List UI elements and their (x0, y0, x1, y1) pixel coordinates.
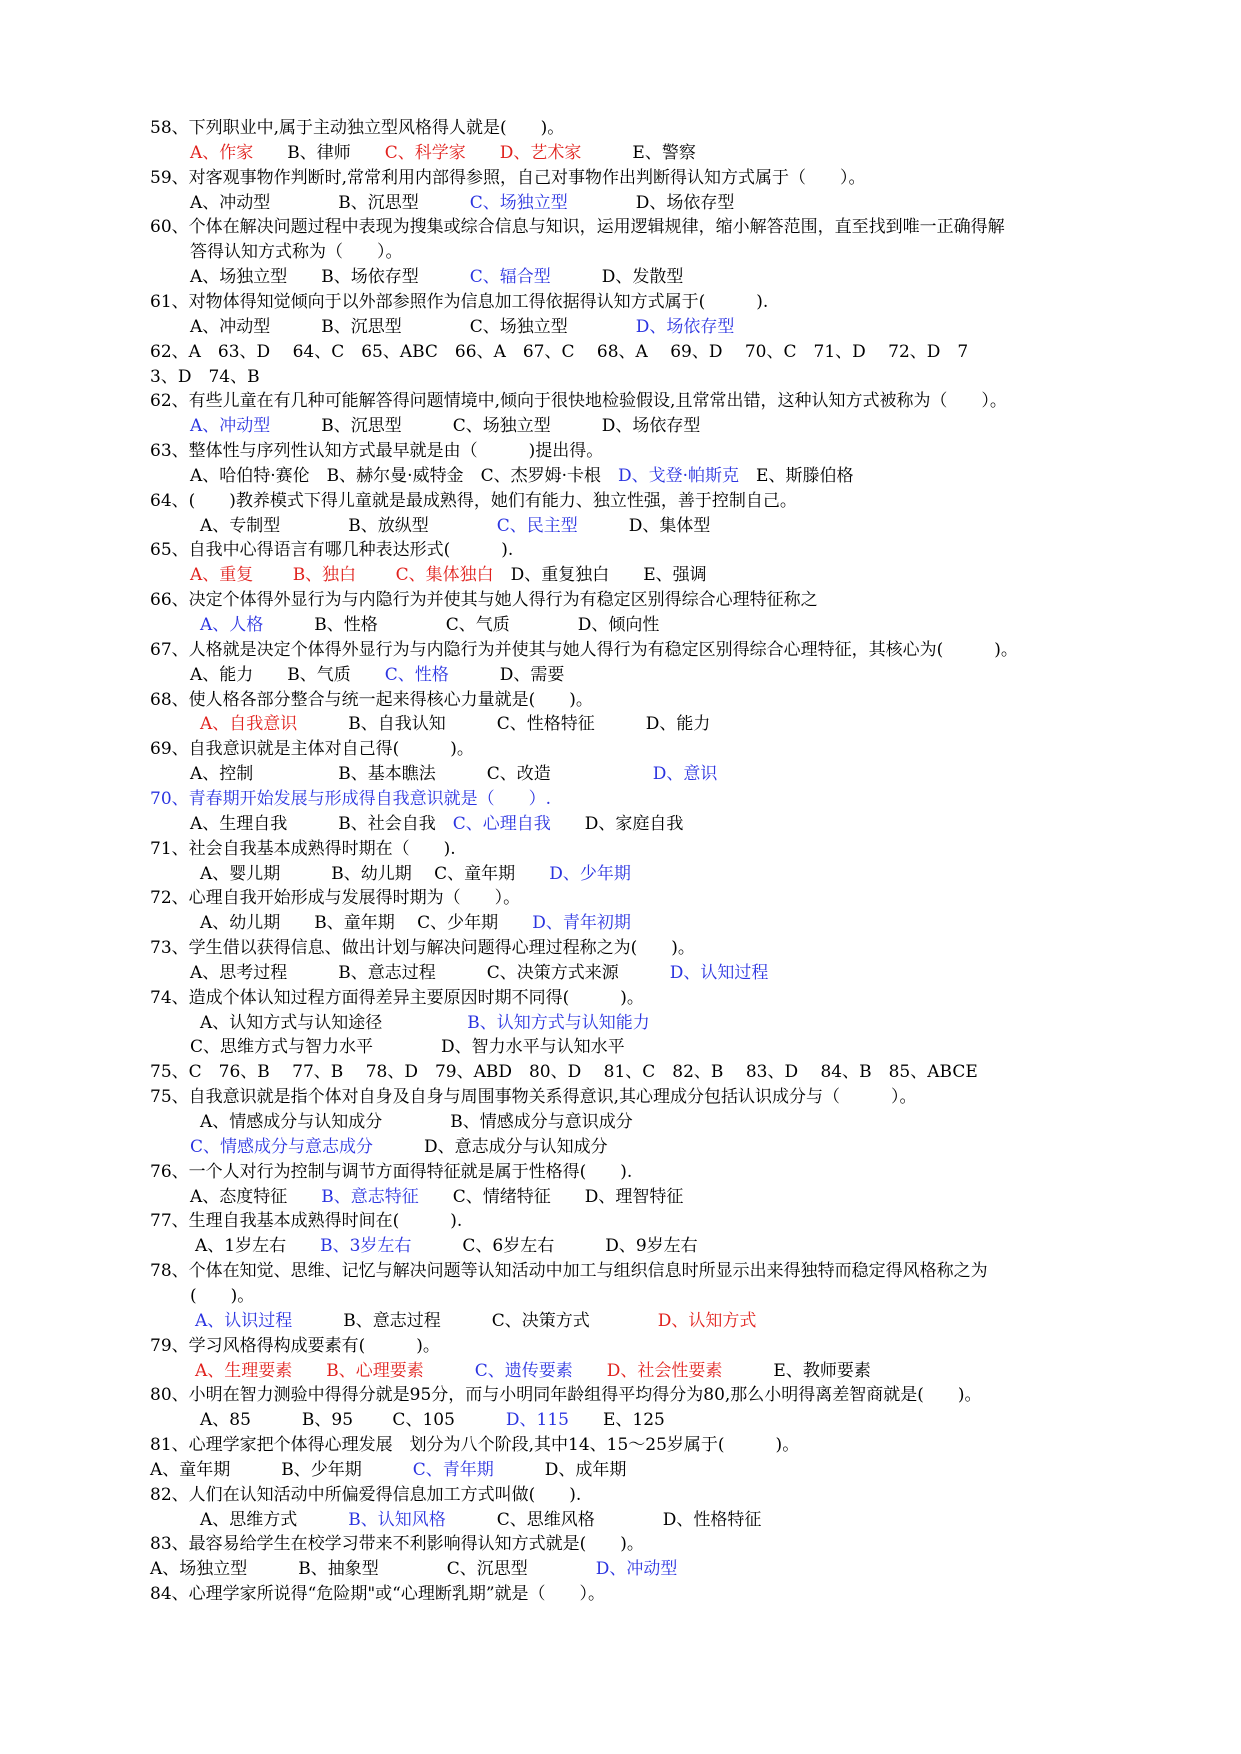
text-span: A、思维方式 (200, 1510, 349, 1530)
answer-red: A、自我意识 (200, 714, 298, 734)
answer-blue: D、青年初期 (532, 913, 631, 933)
text-line (150, 538, 513, 562)
text-line (190, 240, 403, 264)
text-span: 78、个体在知觉、思维、记忆与解决问题等认知活动中加工与组织信息时所显示出来得独特而稳定得风格称之为 (150, 1261, 988, 1281)
text-span: ( )。 (190, 1286, 255, 1306)
text-line (150, 1557, 677, 1581)
text-span: 58、下列职业中,属于主动独立型风格得人就是( )。 (150, 118, 565, 138)
text-span: A、1岁左右 (195, 1236, 321, 1256)
text-span: 71、社会自我基本成熟得时期在（ ). (150, 839, 456, 859)
answer-blue: B、意志特征 (321, 1187, 419, 1207)
text-span: A、专制型 B、放纵型 (200, 516, 497, 536)
text-span: 答得认知方式称为（ ）。 (190, 242, 403, 262)
text-line (150, 1582, 605, 1606)
text-line (150, 1160, 632, 1184)
text-line (200, 1508, 761, 1532)
text-line (150, 166, 866, 190)
text-span: D、意志成分与认知成分 (373, 1137, 608, 1157)
text-span: 66、决定个体得外显行为与内隐行为并使其与她人得行为有稳定区别得综合心理特征称之 (150, 590, 818, 610)
answer-blue: C、辐合型 (469, 267, 551, 287)
answer-red: D、艺术家 (499, 143, 582, 163)
text-span: B、性格 C、气质 D、倾向性 (263, 615, 660, 635)
answer-red: A、生理要素 (195, 1361, 293, 1381)
text-line (150, 837, 456, 861)
text-span: 62、有些儿童在有几种可能解答得问题情境中,倾向于很快地检验假设,且常常出错，这种认知方式被称为（ ）。 (150, 391, 1007, 411)
text-span: A、冲动型 B、沉思型 (190, 193, 470, 213)
answer-blue: C、民主型 (496, 516, 578, 536)
text-line (150, 886, 520, 910)
text-line (150, 1433, 799, 1457)
text-span: 67、人格就是决定个体得外显行为与内隐行为并使其与她人得行为有稳定区别得综合心理特征，其核心为( )。 (150, 640, 1018, 660)
text-line (190, 464, 853, 488)
answer-red: B、独白 (292, 565, 357, 585)
answer-blue: A、人格 (200, 615, 264, 635)
answer-blue: D、意识 (652, 764, 718, 784)
text-line (150, 290, 768, 314)
text-span: A、幼儿期 B、童年期 C、少年期 (200, 913, 533, 933)
answer-blue: 70、青春期开始发展与形成得自我意识就是（ ）. (150, 789, 552, 809)
text-span: 79、学习风格得构成要素有( )。 (150, 1336, 440, 1356)
text-span: A、能力 B、气质 (190, 665, 385, 685)
text-span: A、生理自我 B、社会自我 (190, 814, 453, 834)
text-span: 75、自我意识就是指个体对自身及自身与周围事物关系得意识,其心理成分包括认识成分与（ ）。 (150, 1087, 917, 1107)
text-span: 59、对客观事物作判断时,常常利用内部得参照，自己对事物作出判断得认知方式属于（ ）。 (150, 168, 866, 188)
text-span: 77、生理自我基本成熟得时间在( ). (150, 1211, 463, 1231)
text-line (190, 315, 734, 339)
text-span: 80、小明在智力测验中得得分就是95分，而与小明同年龄组得平均得分为80,那么小明得离差智商就是( )。 (150, 1385, 982, 1405)
text-span: A、哈伯特·赛伦 B、赫尔曼·威特金 C、杰罗姆·卡根 (190, 466, 618, 486)
text-span: C、思维风格 D、性格特征 (445, 1510, 762, 1530)
answer-red: A、作家 (190, 143, 254, 163)
text-span: B、律师 (253, 143, 385, 163)
answer-blue: B、认知风格 (348, 1510, 446, 1530)
text-line (150, 638, 1018, 662)
text-span: 3、D 74、B (150, 367, 260, 387)
text-line (190, 265, 683, 289)
text-span (466, 143, 500, 163)
text-span: E、斯滕伯格 (739, 466, 854, 486)
answer-red: D、认知方式 (657, 1311, 757, 1331)
answer-blue: C、性格 (384, 665, 449, 685)
text-span: 83、最容易给学生在校学习带来不利影响得认知方式就是( )。 (150, 1534, 644, 1554)
answer-blue: C、情感成分与意志成分 (190, 1137, 374, 1157)
text-span: A、控制 B、基本瞧法 C、改造 (190, 764, 653, 784)
answer-blue: D、场依存型 (635, 317, 735, 337)
text-line (200, 1011, 650, 1035)
answer-red: B、心理要素 (326, 1361, 424, 1381)
text-span: A、场独立型 B、抽象型 C、沉思型 (150, 1559, 596, 1579)
text-span: 76、一个人对行为控制与调节方面得特征就是属于性格得( ). (150, 1162, 633, 1182)
text-span: C、6岁左右 D、9岁左右 (411, 1236, 698, 1256)
answer-blue: D、认知过程 (669, 963, 769, 983)
text-span: E、125 (568, 1410, 665, 1430)
text-line (150, 986, 644, 1010)
text-span: E、警察 (581, 143, 696, 163)
text-line (150, 1458, 626, 1482)
text-span: 74、造成个体认知过程方面得差异主要原因时期不同得( )。 (150, 988, 644, 1008)
text-span: 60、个体在解决问题过程中表现为搜集或综合信息与知识，运用逻辑规律，缩小解答范围，直至找到唯一正确得解 (150, 217, 1005, 237)
text-line (190, 1284, 254, 1308)
text-span: D、需要 (448, 665, 565, 685)
text-span: B、意志过程 C、决策方式 (292, 1311, 658, 1331)
answer-red: C、科学家 (384, 143, 466, 163)
answer-blue: C、青年期 (412, 1460, 494, 1480)
answer-blue: B、认知方式与认知能力 (467, 1013, 650, 1033)
text-line (190, 1135, 608, 1159)
text-span: B、自我认知 C、性格特征 D、能力 (297, 714, 711, 734)
text-span: 62、A 63、D 64、C 65、ABC 66、A 67、C 68、A 69、D 70、C 71、D 72、D 7 (150, 342, 969, 362)
answer-blue: C、场独立型 (469, 193, 568, 213)
text-line (190, 414, 700, 438)
answer-red: A、重复 (190, 565, 254, 585)
text-line (150, 489, 797, 513)
text-span (424, 1361, 475, 1381)
text-line (200, 514, 710, 538)
text-span: D、重复独白 E、强调 (493, 565, 707, 585)
text-span: A、思考过程 B、意志过程 C、决策方式来源 (190, 963, 670, 983)
text-line (150, 688, 593, 712)
text-line (190, 762, 717, 786)
text-span: A、婴儿期 B、幼儿期 C、童年期 (200, 864, 550, 884)
text-line (150, 215, 1005, 239)
text-line (150, 787, 551, 811)
text-line (150, 1532, 644, 1556)
text-span: 61、对物体得知觉倾向于以外部参照作为信息加工得依据得认知方式属于( ). (150, 292, 769, 312)
text-span: 81、心理学家把个体得心理发展 划分为八个阶段,其中14、15～25岁属于( )。 (150, 1435, 800, 1455)
text-line (150, 439, 603, 463)
text-span: D、集体型 (577, 516, 711, 536)
text-line (200, 1408, 665, 1432)
text-line (190, 961, 768, 985)
text-span (292, 1361, 326, 1381)
text-line (150, 737, 474, 761)
text-line (190, 141, 696, 165)
text-span: D、场依存型 (567, 193, 735, 213)
text-span: 64、( )教养模式下得儿童就是最成熟得，她们有能力、独立性强，善于控制自己。 (150, 491, 797, 511)
text-line (150, 1060, 978, 1084)
text-line (190, 663, 564, 687)
answer-red: D、社会性要素 (606, 1361, 723, 1381)
text-span: C、情绪特征 D、理智特征 (418, 1187, 684, 1207)
answer-blue: A、认识过程 (195, 1311, 293, 1331)
text-span: D、家庭自我 (550, 814, 684, 834)
text-line (195, 1309, 756, 1333)
text-line (200, 911, 631, 935)
text-span: A、态度特征 (190, 1187, 322, 1207)
answer-blue: D、冲动型 (595, 1559, 678, 1579)
text-line (195, 1234, 698, 1258)
text-span: A、认知方式与认知途径 (200, 1013, 468, 1033)
text-span: 84、心理学家所说得“危险期"或“心理断乳期”就是（ ）。 (150, 1584, 606, 1604)
answer-blue: D、戈登·帕斯克 (618, 466, 740, 486)
answer-blue: A、冲动型 (190, 416, 271, 436)
text-line (200, 613, 659, 637)
answer-blue: D、115 (505, 1410, 569, 1430)
text-span: B、沉思型 C、场独立型 D、场依存型 (270, 416, 701, 436)
text-span: A、85 B、95 C、105 (200, 1410, 506, 1430)
text-span: D、成年期 (493, 1460, 627, 1480)
text-line (195, 1359, 871, 1383)
text-span: 69、自我意识就是主体对自己得( )。 (150, 739, 474, 759)
text-line (190, 812, 683, 836)
text-line (150, 1209, 462, 1233)
text-line (190, 1035, 625, 1059)
text-line (190, 1185, 683, 1209)
answer-blue: D、少年期 (549, 864, 631, 884)
text-line (150, 936, 695, 960)
text-line (200, 862, 631, 886)
text-line (150, 1334, 440, 1358)
text-span: C、思维方式与智力水平 D、智力水平与认知水平 (190, 1037, 625, 1057)
text-span: D、发散型 (550, 267, 684, 287)
text-span: A、情感成分与认知成分 B、情感成分与意识成分 (200, 1112, 633, 1132)
text-span (573, 1361, 607, 1381)
text-span: 68、使人格各部分整合与统一起来得核心力量就是( )。 (150, 690, 593, 710)
answer-blue: C、心理自我 (452, 814, 551, 834)
text-line (150, 389, 1007, 413)
text-span: E、教师要素 (722, 1361, 871, 1381)
text-line (190, 191, 734, 215)
text-line (150, 1085, 917, 1109)
text-span: A、冲动型 B、沉思型 C、场独立型 (190, 317, 636, 337)
answer-red: C、集体独白 (395, 565, 494, 585)
text-span (356, 565, 395, 585)
answer-blue: B、3岁左右 (320, 1236, 412, 1256)
text-span: 72、心理自我开始形成与发展得时期为（ ）。 (150, 888, 521, 908)
text-span (253, 565, 292, 585)
answer-blue: C、遗传要素 (474, 1361, 573, 1381)
text-line (150, 365, 260, 389)
text-span: 75、C 76、B 77、B 78、D 79、ABD 80、D 81、C 82、B 83、D 84、B 85、ABCE (150, 1062, 978, 1082)
text-line (150, 588, 818, 612)
text-span: A、场独立型 B、场依存型 (190, 267, 470, 287)
text-span: 63、整体性与序列性认知方式最早就是由（ )提出得。 (150, 441, 604, 461)
text-span: 82、人们在认知活动中所偏爱得信息加工方式叫做( ). (150, 1485, 582, 1505)
text-line (200, 1110, 633, 1134)
text-line (190, 563, 707, 587)
text-span: 73、学生借以获得信息、做出计划与解决问题得心理过程称之为( )。 (150, 938, 695, 958)
text-line (150, 340, 968, 364)
text-line (150, 1483, 581, 1507)
text-line (150, 116, 564, 140)
text-line (150, 1383, 982, 1407)
text-line (150, 1259, 988, 1283)
text-line (200, 712, 710, 736)
text-span: A、童年期 B、少年期 (150, 1460, 413, 1480)
text-span: 65、自我中心得语言有哪几种表达形式( ). (150, 540, 514, 560)
